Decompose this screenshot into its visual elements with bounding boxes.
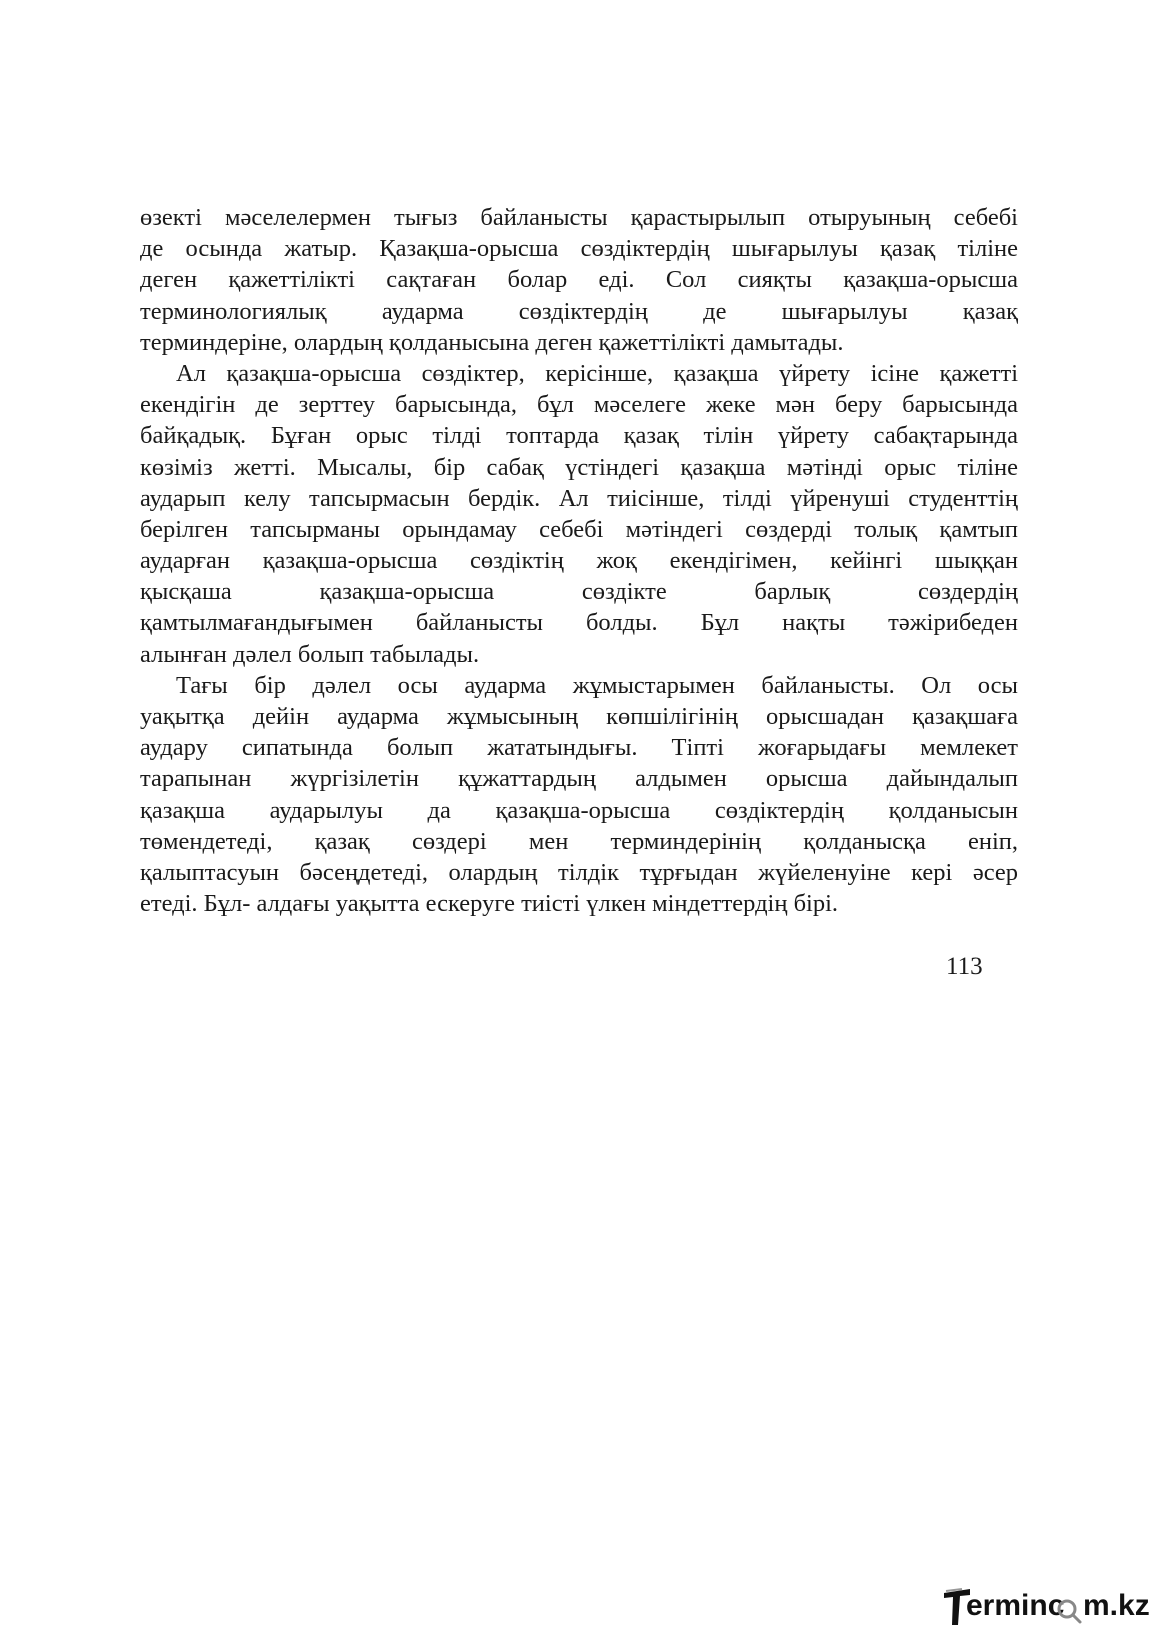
text-line: қазақша аударылуы да қазақша-орысша сөздіктердің қолданысын bbox=[140, 796, 1018, 824]
logo-text-prefix: erminc bbox=[966, 1589, 1065, 1622]
paragraph-1 bbox=[140, 202, 1018, 358]
text-line: аударып келу тапсырмасын бердік. Ал тиісінше, тілді үйренуші студенттің bbox=[140, 484, 1018, 512]
text-line: Тағы бір дәлел осы аударма жұмыстарымен байланысты. Ол осы bbox=[176, 671, 1018, 699]
text-line: Ал қазақша-орысша сөздіктер, керісінше, қазақша үйрету ісіне қажетті bbox=[176, 359, 1018, 387]
text-line: екендігін де зерттеу барысында, бұл мәселеге жеке мән беру барысында bbox=[140, 391, 1018, 419]
text-line: берілген тапсырманы орындамау себебі мәтіндегі сөздерді толық қамтып bbox=[140, 515, 1018, 543]
text-line: уақытқа дейін аударма жұмысының көпшілігінің орысшадан қазақшаға bbox=[140, 703, 1018, 730]
page-number: 113 bbox=[946, 953, 983, 980]
text-line: қысқаша қазақша-орысша сөздікте барлық сөздердің bbox=[140, 578, 1018, 606]
text-line: аударған қазақша-орысша сөздіктің жоқ екендігімен, кейінгі шыққан bbox=[140, 547, 1018, 575]
text-line: етеді. Бұл- алдағы уақытта ескеруге тиісті үлкен міндеттердің бірі. bbox=[140, 890, 839, 918]
text-line: төмендетеді, қазақ сөздері мен терминдерінің қолданысқа еніп, bbox=[140, 827, 1018, 855]
text-line: көзіміз жетті. Мысалы, бір сабақ үстіндегі қазақша мәтінді орыс тіліне bbox=[140, 453, 1018, 481]
text-line: өзекті мәселелермен тығыз байланысты қарастырылып отыруының себебі bbox=[140, 204, 1018, 231]
magnifier-o-icon bbox=[1055, 1597, 1083, 1625]
text-line: байқадық. Бұған орыс тілді топтарда қазақ тілін үйрету сабақтарында bbox=[140, 422, 1018, 450]
text-line: алынған дәлел болып табылады. bbox=[140, 640, 480, 668]
text-line: де осында жатыр. Қазақша-орысша сөздіктердің шығарылуы қазақ тіліне bbox=[140, 235, 1018, 263]
paragraph-3 bbox=[140, 670, 1018, 920]
text-line: тарапынан жүргізілетін құжаттардың алдымен орысша дайындалып bbox=[140, 765, 1018, 793]
body-text bbox=[140, 202, 1018, 919]
logo-text-suffix: m.kz bbox=[1083, 1589, 1150, 1622]
text-line: қалыптасуын бәсеңдетеді, олардың тілдік тұрғыдан жүйеленуіне кері әсер bbox=[140, 858, 1018, 886]
watermark-logo bbox=[942, 1587, 1150, 1629]
paragraph-2 bbox=[140, 358, 1018, 670]
text-line: қамтылмағандығымен байланысты болды. Бұл нақты тәжірибеден bbox=[140, 609, 1018, 637]
text-line: терминдеріне, олардың қолданысына деген қажеттілікті дамытады. bbox=[140, 328, 844, 356]
text-line: деген қажеттілікті сақтаған болар еді. Сол сияқты қазақша-орысша bbox=[140, 266, 1018, 294]
text-line: терминологиялық аударма сөздіктердің де шығарылуы қазақ bbox=[140, 297, 1018, 325]
text-line: аудару сипатында болып жататындығы. Тіпті жоғарыдағы мемлекет bbox=[140, 734, 1018, 762]
